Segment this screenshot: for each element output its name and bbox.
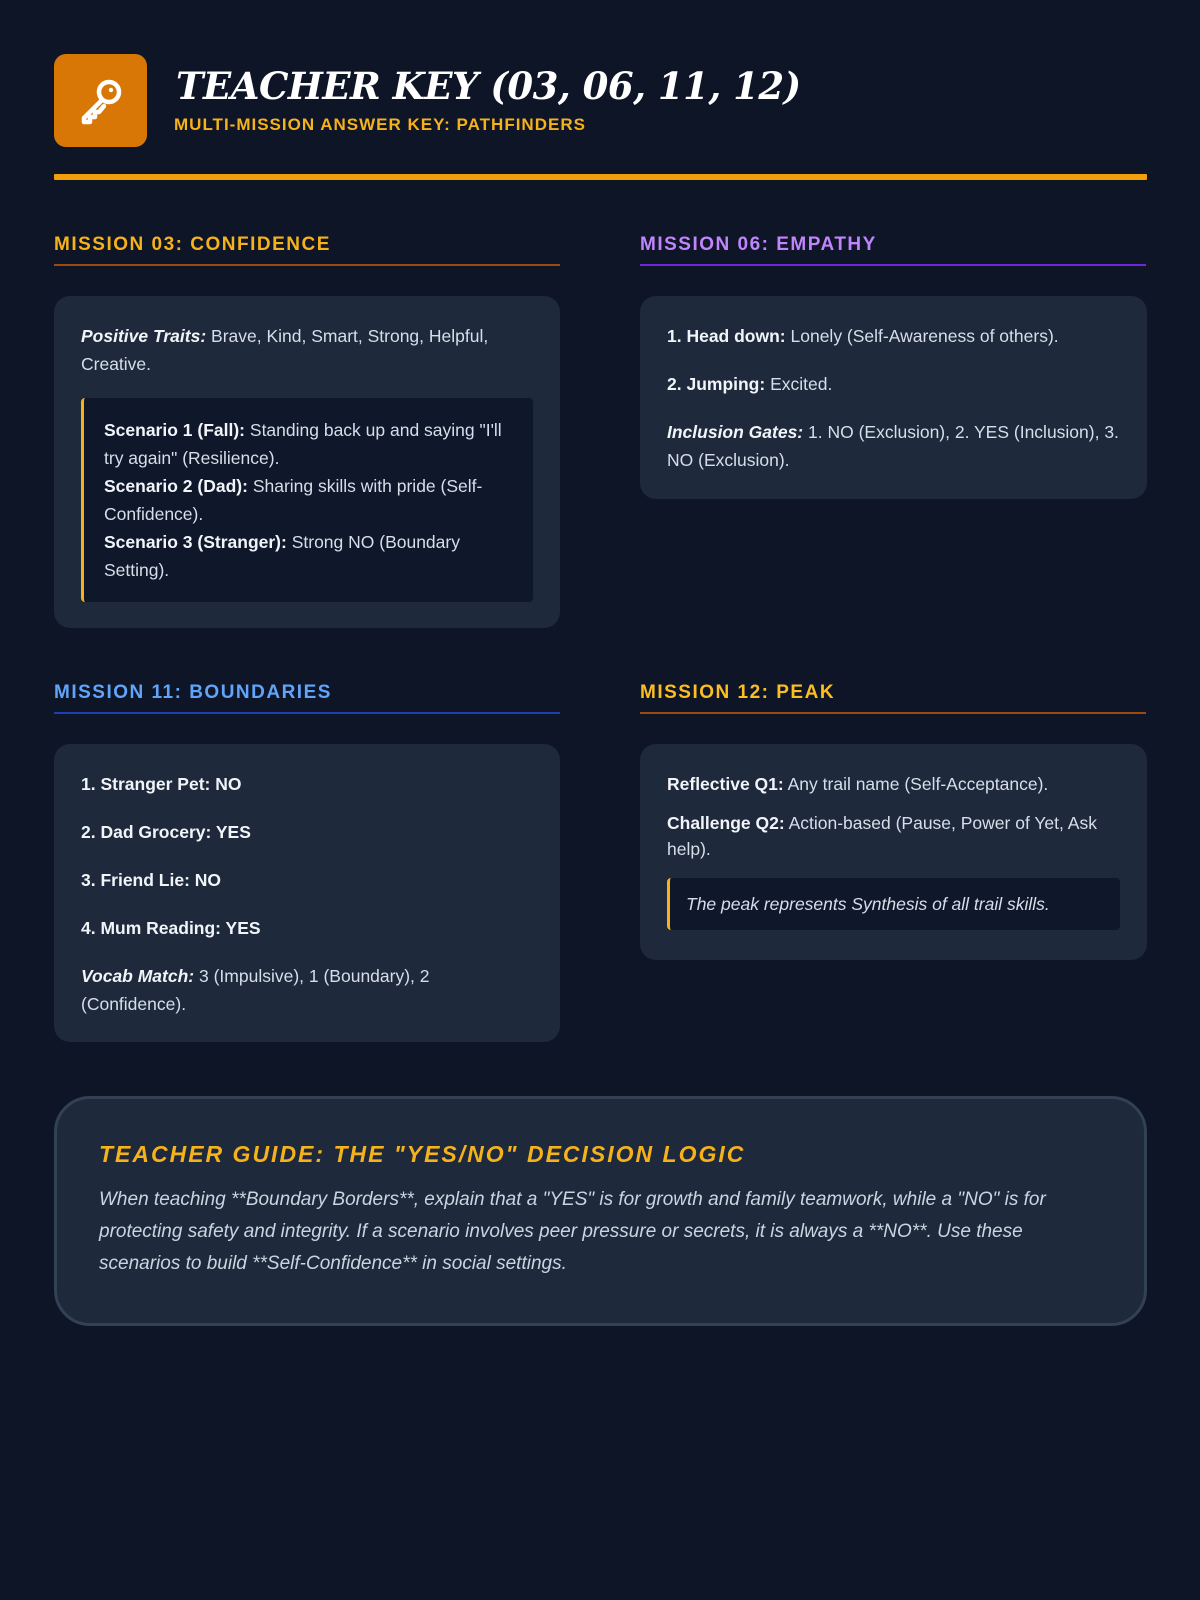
empathy-value: Excited. bbox=[770, 374, 833, 394]
teacher-guide-title: TEACHER GUIDE: THE "YES/NO" DECISION LOGIC bbox=[99, 1141, 746, 1167]
scenario-item bbox=[104, 416, 513, 472]
mission-12-heading bbox=[640, 682, 1146, 714]
empathy-label: 2. Jumping: bbox=[667, 374, 766, 394]
boundary-item-text: 1. Stranger Pet: NO bbox=[81, 774, 242, 794]
empathy-label: 1. Head down: bbox=[667, 326, 786, 346]
page-subtitle: MULTI-MISSION ANSWER KEY: PATHFINDERS bbox=[174, 115, 586, 134]
vocab-label: Vocab Match: bbox=[81, 966, 195, 986]
page-title: TEACHER KEY (03, 06, 11, 12) bbox=[176, 64, 801, 108]
key-icon bbox=[75, 75, 127, 127]
gates-value: 1. NO (Exclusion), 2. YES (Inclusion), 3. NO (Exclusion). bbox=[667, 422, 1119, 470]
vocab-value: 3 (Impulsive), 1 (Boundary), 2 (Confidence). bbox=[81, 966, 430, 1014]
mission-03-underline bbox=[54, 264, 560, 266]
boundary-item-text: 4. Mum Reading: YES bbox=[81, 918, 261, 938]
boundary-item bbox=[81, 866, 533, 894]
challenge-q2 bbox=[667, 810, 1120, 862]
boundary-item bbox=[81, 770, 533, 798]
mission-11-title: MISSION 11: BOUNDARIES bbox=[54, 682, 332, 703]
mission-12-title: MISSION 12: PEAK bbox=[640, 682, 836, 703]
gates-label: Inclusion Gates: bbox=[667, 422, 804, 442]
mission-12-card bbox=[640, 744, 1147, 960]
q1-label: Reflective Q1: bbox=[667, 774, 784, 794]
scenario-value: Standing back up and saying "I'll try again" (Resilience). bbox=[104, 420, 502, 468]
boundary-item bbox=[81, 818, 533, 846]
q1-value: Any trail name (Self-Acceptance). bbox=[787, 774, 1049, 794]
traits-label: Positive Traits: bbox=[81, 326, 207, 346]
scenario-value: Strong NO (Boundary Setting). bbox=[104, 532, 460, 580]
mission-11-card bbox=[54, 744, 560, 1042]
teacher-guide-body: When teaching **Boundary Borders**, explain that a "YES" is for growth and family teamwork, while a "NO" is for protecting safety and integrity. If a scenario involves peer pressure or secrets, it is always a **NO**. Use these scenarios to build **Self-Confidence** in social settings. bbox=[99, 1189, 1046, 1274]
empathy-value: Lonely (Self-Awareness of others). bbox=[790, 326, 1059, 346]
boundary-item-text: 3. Friend Lie: NO bbox=[81, 870, 222, 890]
empathy-item bbox=[667, 322, 1120, 350]
logo-badge bbox=[54, 54, 147, 147]
boundary-item bbox=[81, 914, 533, 942]
mission-06-card bbox=[640, 296, 1147, 499]
scenario-label: Scenario 1 (Fall): bbox=[104, 420, 246, 440]
scenario-label: Scenario 2 (Dad): bbox=[104, 476, 248, 496]
peak-note-box bbox=[667, 878, 1120, 930]
vocab-match bbox=[81, 962, 533, 1018]
reflective-q1 bbox=[667, 770, 1120, 798]
scenario-value: Sharing skills with pride (Self-Confidence). bbox=[104, 476, 483, 524]
mission-11-heading bbox=[54, 682, 560, 714]
mission-03-heading bbox=[54, 234, 560, 266]
mission-06-title: MISSION 06: EMPATHY bbox=[640, 234, 877, 255]
q2-value: Action-based (Pause, Power of Yet, Ask help). bbox=[667, 813, 1097, 859]
scenario-item bbox=[104, 472, 513, 528]
mission-12-underline bbox=[640, 712, 1146, 714]
scenario-item bbox=[104, 528, 513, 584]
q2-label: Challenge Q2: bbox=[667, 813, 785, 833]
mission-06-heading bbox=[640, 234, 1146, 266]
mission-03-card bbox=[54, 296, 560, 628]
boundary-item-text: 2. Dad Grocery: YES bbox=[81, 822, 251, 842]
mission-11-underline bbox=[54, 712, 560, 714]
scenario-label: Scenario 3 (Stranger): bbox=[104, 532, 287, 552]
empathy-item bbox=[667, 370, 1120, 398]
positive-traits bbox=[81, 322, 533, 378]
page-header bbox=[54, 54, 1147, 180]
mission-03-title: MISSION 03: CONFIDENCE bbox=[54, 234, 331, 255]
traits-value: Brave, Kind, Smart, Strong, Helpful, Creative. bbox=[81, 326, 489, 374]
scenario-box bbox=[81, 398, 533, 602]
header-divider bbox=[54, 174, 1147, 180]
mission-06-underline bbox=[640, 264, 1146, 266]
peak-note: The peak represents Synthesis of all trail skills. bbox=[686, 894, 1050, 914]
teacher-guide-panel bbox=[54, 1096, 1147, 1326]
inclusion-gates bbox=[667, 418, 1120, 474]
